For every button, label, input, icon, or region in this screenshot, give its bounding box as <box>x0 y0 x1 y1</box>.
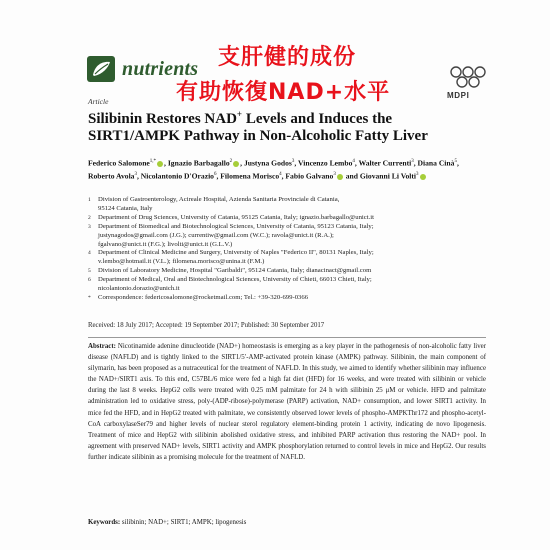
author-name: Vincenzo Lembo <box>298 158 353 168</box>
affiliation-line: nicolantonio.dorazio@unich.it <box>98 285 180 293</box>
article-type-label: Article <box>88 97 109 106</box>
author-affiliation-sup: 3 <box>416 172 419 178</box>
journal-logo-icon <box>86 55 116 83</box>
affiliation-line: Department of Drug Sciences, University of Catania, 95125 Catania, Italy; ignazio.barbagallo@unict.it <box>98 213 374 221</box>
author-name: Fabio Galvano <box>285 171 334 181</box>
author-affiliation-sup: 3 <box>291 159 295 164</box>
title-line-2: SIRT1/AMPK Pathway in Non-Alcoholic Fatty Liver <box>88 128 428 144</box>
section-divider <box>88 337 486 338</box>
keywords-label: Keywords: <box>88 519 121 526</box>
affiliation-number: 1 <box>88 197 91 203</box>
affiliation-item <box>88 214 488 223</box>
affiliations <box>88 196 488 303</box>
title-superscript: + <box>236 109 243 119</box>
author-joiner: and <box>345 171 358 181</box>
author-affiliation-sup: 4 <box>352 159 355 164</box>
paper-title <box>88 106 468 145</box>
author-affiliation-sup: 6 <box>213 172 217 178</box>
author-affiliation-sup: 2 <box>229 159 233 164</box>
affiliation-item <box>88 196 488 214</box>
author-name: Federico Salomone <box>88 158 150 168</box>
affiliation-number: * <box>88 294 91 301</box>
author-name: Walter Currenti <box>358 158 412 168</box>
affiliation-text <box>98 267 488 276</box>
author-name: Diana Cinà <box>417 158 455 168</box>
author-name: Nicolantonio D'Orazio <box>140 171 214 181</box>
author-name: Giovanni Li Volti <box>359 171 417 181</box>
affiliation-line: fgalvano@unict.it (F.G.); livolti@unict.it (G.L.V.) <box>98 240 233 248</box>
affiliation-item <box>88 276 488 294</box>
keywords-text: silibinin; NAD+; SIRT1; AMPK; lipogenesis <box>121 519 247 526</box>
author-name: Filomena Morisco <box>220 171 280 181</box>
affiliation-line: Department of Clinical Medicine and Surgery, University of Naples "Federico II", 80131 Naples, Italy; <box>98 249 374 257</box>
affiliation-number: 3 <box>88 223 91 230</box>
affiliation-number: 6 <box>88 277 91 284</box>
affiliation-text <box>98 214 488 223</box>
orcid-icon[interactable] <box>233 161 239 167</box>
publication-dates: Received: 18 July 2017; Accepted: 19 September 2017; Published: 30 September 2017 <box>88 322 325 329</box>
author-name: Ignazio Barbagallo <box>167 158 230 168</box>
author-affiliation-sup: 3 <box>411 159 414 164</box>
keywords <box>88 519 246 526</box>
abstract-label: Abstract: <box>88 343 116 350</box>
affiliation-item <box>88 249 488 267</box>
affiliation-line: Department of Medical, Oral and Biotechnological Sciences, University of Chieti, 66013 Chieti, Italy; <box>98 276 372 284</box>
author-list: Federico Salomone$^{1,*}$ , Ignazio Barbagallo$^2$ , Justyna Godos$^3$, Vincenzo Lembo$^4$, Walter Currenti$^3$, Diana Cinà$^5$, Roberto Avola$^3$, Nicolantonio D'Orazio$^6$, Filomena Morisco$^4$, Fabio Galvano$^3$ and Giovanni Li Volti$^3$ <box>88 158 459 181</box>
abstract <box>88 341 486 463</box>
affiliation-line: v.lembo@hotmail.it (V.L.); filomena.morisco@unina.it (F.M.) <box>98 258 265 266</box>
journal-name: nutrients <box>122 57 199 80</box>
affiliation-line: Correspondence: federicosalomone@rocketmail.com; Tel.: +39-320-699-0366 <box>98 293 309 301</box>
affiliation-line: 95124 Catania, Italy <box>98 204 153 212</box>
affiliation-item <box>88 294 488 303</box>
affiliation-line: Division of Gastroenterology, Acireale Hospital, Azienda Sanitaria Provinciale di Catania, <box>98 196 340 203</box>
title-line-1-post: Levels and Induces the <box>242 111 393 127</box>
affiliation-line: Department of Biomedical and Biotechnological Sciences, University of Catania, 95123 Catania, Italy; <box>98 222 374 230</box>
author-affiliation-sup: 3 <box>134 172 137 178</box>
author-name: Roberto Avola <box>88 171 135 181</box>
orcid-icon[interactable] <box>420 174 426 180</box>
affiliation-text <box>98 276 488 294</box>
chinese-caption-line-1: 支肝健的成份 <box>218 45 357 70</box>
affiliation-text <box>98 294 488 303</box>
author-affiliation-sup: 1,* <box>149 159 157 164</box>
chinese-caption-line-2: 有助恢復NAD+水平 <box>176 80 391 105</box>
author-affiliation-sup: 3 <box>333 172 336 178</box>
orcid-icon[interactable] <box>157 161 163 167</box>
affiliation-text <box>98 249 488 267</box>
affiliation-number: 5 <box>88 268 91 275</box>
affiliation-number: 4 <box>88 250 91 257</box>
affiliation-text <box>98 223 488 250</box>
author-name: Justyna Godos <box>243 158 292 168</box>
abstract-text: Nicotinamide adenine dinucleotide (NAD+) homeostasis is emerging as a key player in the pathogenesis of non-alcoholic fatty liver disease (NAFLD) and is tightly linked to the SIRT1/5′-AMP-activated protein kinase (AMPK) pathway. Silibinin, the main component of silymarin, has been proposed as a nutraceutical for the treatment of NAFLD. In this study, we aimed to identify whether silibinin may influence the NAD+/SIRT1 axis. To this end, C57BL/6 mice were fed a high fat diet (HFD) for 16 weeks, and were treated with silibinin or vehicle during the last 8 weeks. HepG2 cells were treated with 0.25 mM palmitate for 24 h with silibinin 25 μM or vehicle. HFD and palmitate administration led to oxidative stress, poly-(ADP-ribose)-polymerase (PARP) activation, NAD+ consumption, and lower SIRT1 activity. In mice fed the HFD, and in HepG2 treated with palmitate, we consistently observed lower levels of phospho-AMPKThr172 and phospho-acetyl-CoA carboxylaseSer79 and higher levels of nuclear sterol regulatory element-binding protein 1 activity, indicating de novo lipogenesis. Treatment of mice and HepG2 with silibinin abolished oxidative stress, and inhibited PARP activation thus restoring the NAD+ pool. In agreement with preserved NAD+ levels, SIRT1 activity and AMPK phosphorylation returned to control levels in mice and HepG2. Our results further indicate silibinin as a promising molecule for the treatment of NAFLD. <box>88 343 486 461</box>
publisher-name: MDPI <box>447 91 470 100</box>
mdpi-logo-icon <box>449 64 487 90</box>
affiliation-line: Division of Laboratory Medicine, Hospital "Garibaldi", 95124 Catania, Italy; dianacinact@gmail.com <box>98 267 372 275</box>
affiliation-item <box>88 223 488 250</box>
affiliation-item <box>88 267 488 276</box>
affiliation-number: 2 <box>88 214 91 221</box>
author-affiliation-sup: 4 <box>279 172 282 178</box>
orcid-icon[interactable] <box>337 174 343 180</box>
affiliation-text <box>98 196 488 214</box>
affiliation-line: justynagodos@gmail.com (J.G.); currentiw@gmail.com (W.C.); ravola@unict.it (R.A.); <box>98 231 334 239</box>
author-affiliation-sup: 5 <box>454 159 457 164</box>
title-line-1-pre: Silibinin Restores NAD <box>88 111 237 127</box>
